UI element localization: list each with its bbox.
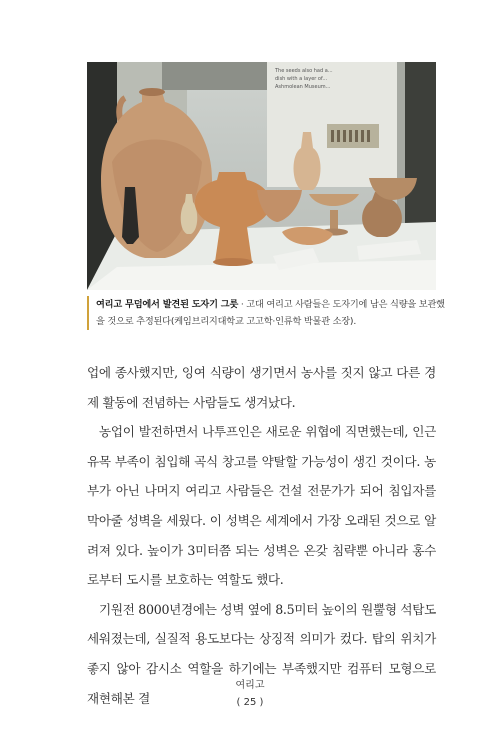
- pottery-illustration: [87, 62, 436, 290]
- paragraph-1: 업에 종사했지만, 잉여 식량이 생기면서 농사를 짓지 않고 다른 경제 활동에 전념하는 사람들도 생겨났다.: [87, 365, 436, 410]
- photo-caption: [87, 296, 445, 330]
- info-label-line-2: dish with a layer of...: [275, 76, 328, 82]
- pottery-photo: [87, 62, 436, 290]
- small-relic-panel: [327, 124, 379, 148]
- caption-separator: ·: [238, 299, 247, 310]
- paragraph-2: 농업이 발전하면서 나투프인은 새로운 위협에 직면했는데, 인근 유목 부족이 침입해 곡식 창고를 약탈할 가능성이 생긴 것이다. 농부가 아닌 나머지 여리고 사람들은 건설 전문가가 되어 침입자를 막아줄 성벽을 세웠다. 이 성벽은 세계에서 가장 오래된 것으로 알려져 있다. 높이가 3미터쯤 되는 성벽은 온갖 침략뿐 아니라 홍수로부터 도시를 보호하는 역할도 했다.: [87, 424, 436, 588]
- large-amphora: [101, 88, 212, 258]
- caption-text: 고대 여리고 사람들은 도자기에 남은 식량을 보관했을 것으로 추정된다(케임브리지대학교 고고학·인류학 박물관 소장).: [96, 299, 445, 327]
- body-text: [87, 358, 436, 713]
- page-number: ( 25 ): [236, 697, 264, 708]
- info-label-line-3: Ashmolean Museum...: [275, 84, 331, 90]
- chapter-title: 여리고: [235, 680, 265, 691]
- paragraph-3: 기원전 8000년경에는 성벽 옆에 8.5미터 높이의 원뿔형 석탑도 세워졌는데, 실질적 용도보다는 상징적 의미가 컸다. 탑의 위치가 좋지 않아 감시소 역할을 하기에는 부족했지만 컴퓨터 모형으로 재현해본 결: [87, 601, 436, 706]
- caption-title: 여리고 무덤에서 발견된 도자기 그릇: [96, 299, 239, 310]
- info-label-line-1: The seeds also had a...: [275, 68, 333, 74]
